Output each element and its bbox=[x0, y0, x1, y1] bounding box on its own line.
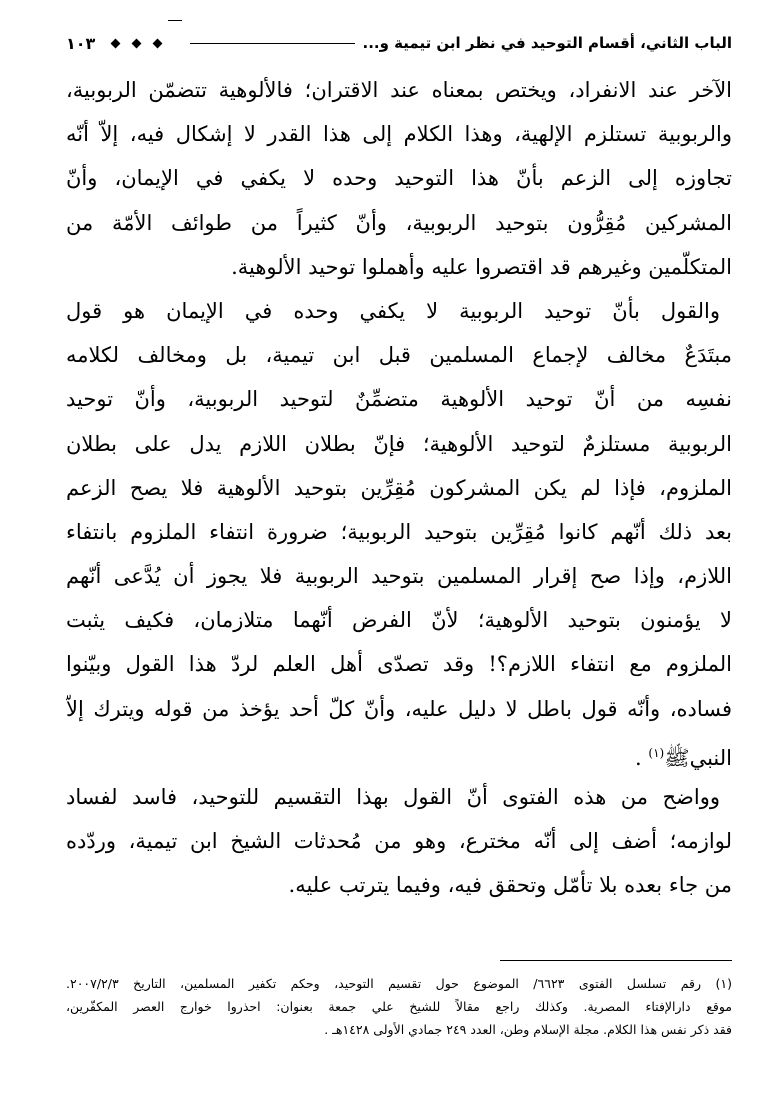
prophet-text: النبيﷺ bbox=[664, 745, 732, 770]
text-line: وواضح من هذه الفتوى أنّ القول بهذا التقسيم للتوحيد، فاسد لفساد bbox=[66, 785, 720, 809]
text-line: تجاوزه إلى الزعم بأنّ هذا التوحيد وحده لا يكفي في الإيمان، وأنّ bbox=[66, 166, 732, 191]
text-line: الملزوم مع انتفاء اللازم؟! وقد تصدّى أهل العلم لردّ هذا القول وبيّنوا bbox=[66, 652, 732, 677]
footnote-separator bbox=[500, 960, 732, 961]
text-line: المشركين مُقِرُّون بتوحيد الربوبية، وأنّ كثيراً من طوائف الأمّة من bbox=[66, 210, 732, 235]
ornament-diamond-icon bbox=[111, 38, 121, 48]
footnote-line: موقع دارالإفتاء المصرية. وكذلك راجع مقالاً للشيخ علي جمعة بعنوان: احذروا خوارج العصر المكفّرين، bbox=[66, 999, 732, 1014]
text-line: اللازم، وإذا صح إقرار المسلمين بتوحيد الربوبية فلا يجوز أن يُدَّعى أنّهم bbox=[66, 564, 732, 589]
ornament-line bbox=[168, 20, 182, 65]
header-rule bbox=[190, 43, 354, 44]
page-number: ١٠٣ bbox=[66, 33, 96, 53]
text-line: مبتَدَعٌ مخالف لإجماع المسلمين قبل ابن تيمية، بل ومخالف لكلامه bbox=[66, 343, 732, 368]
text-line: من جاء بعده بلا تأمّل وتحقق فيه، وفيما يترتب عليه. bbox=[288, 873, 732, 898]
text-line: النبيﷺ$^{(١)}$ . bbox=[635, 745, 732, 770]
text-line: بعد ذلك أنّهم كانوا مُقِرِّين بتوحيد الربوبية؛ ضرورة انتفاء الملزوم بانتفاء bbox=[66, 519, 732, 544]
text-line: الملزوم، فإذا لم يكن المشركون مُقِرِّين بتوحيد الألوهية فلا يصح الزعم bbox=[66, 475, 732, 500]
text-line: فساده، وأنّه قول باطل لا دليل عليه، وأنّ كلّ أحد يؤخذ من قوله ويترك إلاّ bbox=[66, 696, 732, 721]
footnote-line: فقد ذكر نفس هذا الكلام. مجلة الإسلام وطن، العدد ٢٤٩ جمادي الأولى ١٤٢٨هـ . bbox=[324, 1022, 732, 1037]
running-header bbox=[66, 28, 732, 58]
header-ornament bbox=[105, 20, 182, 65]
footnote-marker: (١) bbox=[648, 745, 665, 760]
chapter-title: الباب الثاني، أقسام التوحيد في نظر ابن تيمية و... bbox=[362, 34, 732, 52]
text-line: لا يؤمنون بتوحيد الألوهية؛ لأنّ الفرض أنّهما متلازمان، فكيف يثبت bbox=[66, 608, 732, 633]
text-line: الآخر عند الانفراد، ويختص بمعناه عند الاقتران؛ فالألوهية تتضمّن الربوبية، bbox=[66, 78, 732, 102]
text-line: لوازمه؛ أضف إلى أنّه مخترع، وهو من مُحدثات الشيخ ابن تيمية، وردّده bbox=[66, 829, 732, 854]
footnote-line: (١) رقم تسلسل الفتوى ٦٦٢٣/ الموضوع حول تقسيم التوحيد، وحكم تكفير المسلمين، التاريخ ٢٠٠٧/٢/٣. bbox=[66, 976, 732, 991]
ornament-diamond-icon bbox=[153, 38, 163, 48]
text-line: نفسِه من أنّ توحيد الألوهية متضمِّنٌ لتوحيد الربوبية، وأنّ توحيد bbox=[66, 387, 732, 412]
text-line: والقول بأنّ توحيد الربوبية لا يكفي وحده في الإيمان هو قول bbox=[66, 298, 720, 323]
text-line: والربوبية تستلزم الإلهية، وهذا الكلام إلى هذا القدر لا إشكال فيه، إلاّ أنّه bbox=[66, 122, 732, 147]
ornament-diamond-icon bbox=[132, 38, 142, 48]
text-line: الربوبية مستلزمٌ لتوحيد الألوهية؛ فإنّ بطلان اللازم يدل على بطلان bbox=[66, 431, 732, 456]
text-line: المتكلّمين وغيرهم قد اقتصروا عليه وأهملوا توحيد الألوهية. bbox=[231, 254, 732, 279]
main-text bbox=[66, 68, 732, 908]
footnotes bbox=[66, 972, 732, 1041]
